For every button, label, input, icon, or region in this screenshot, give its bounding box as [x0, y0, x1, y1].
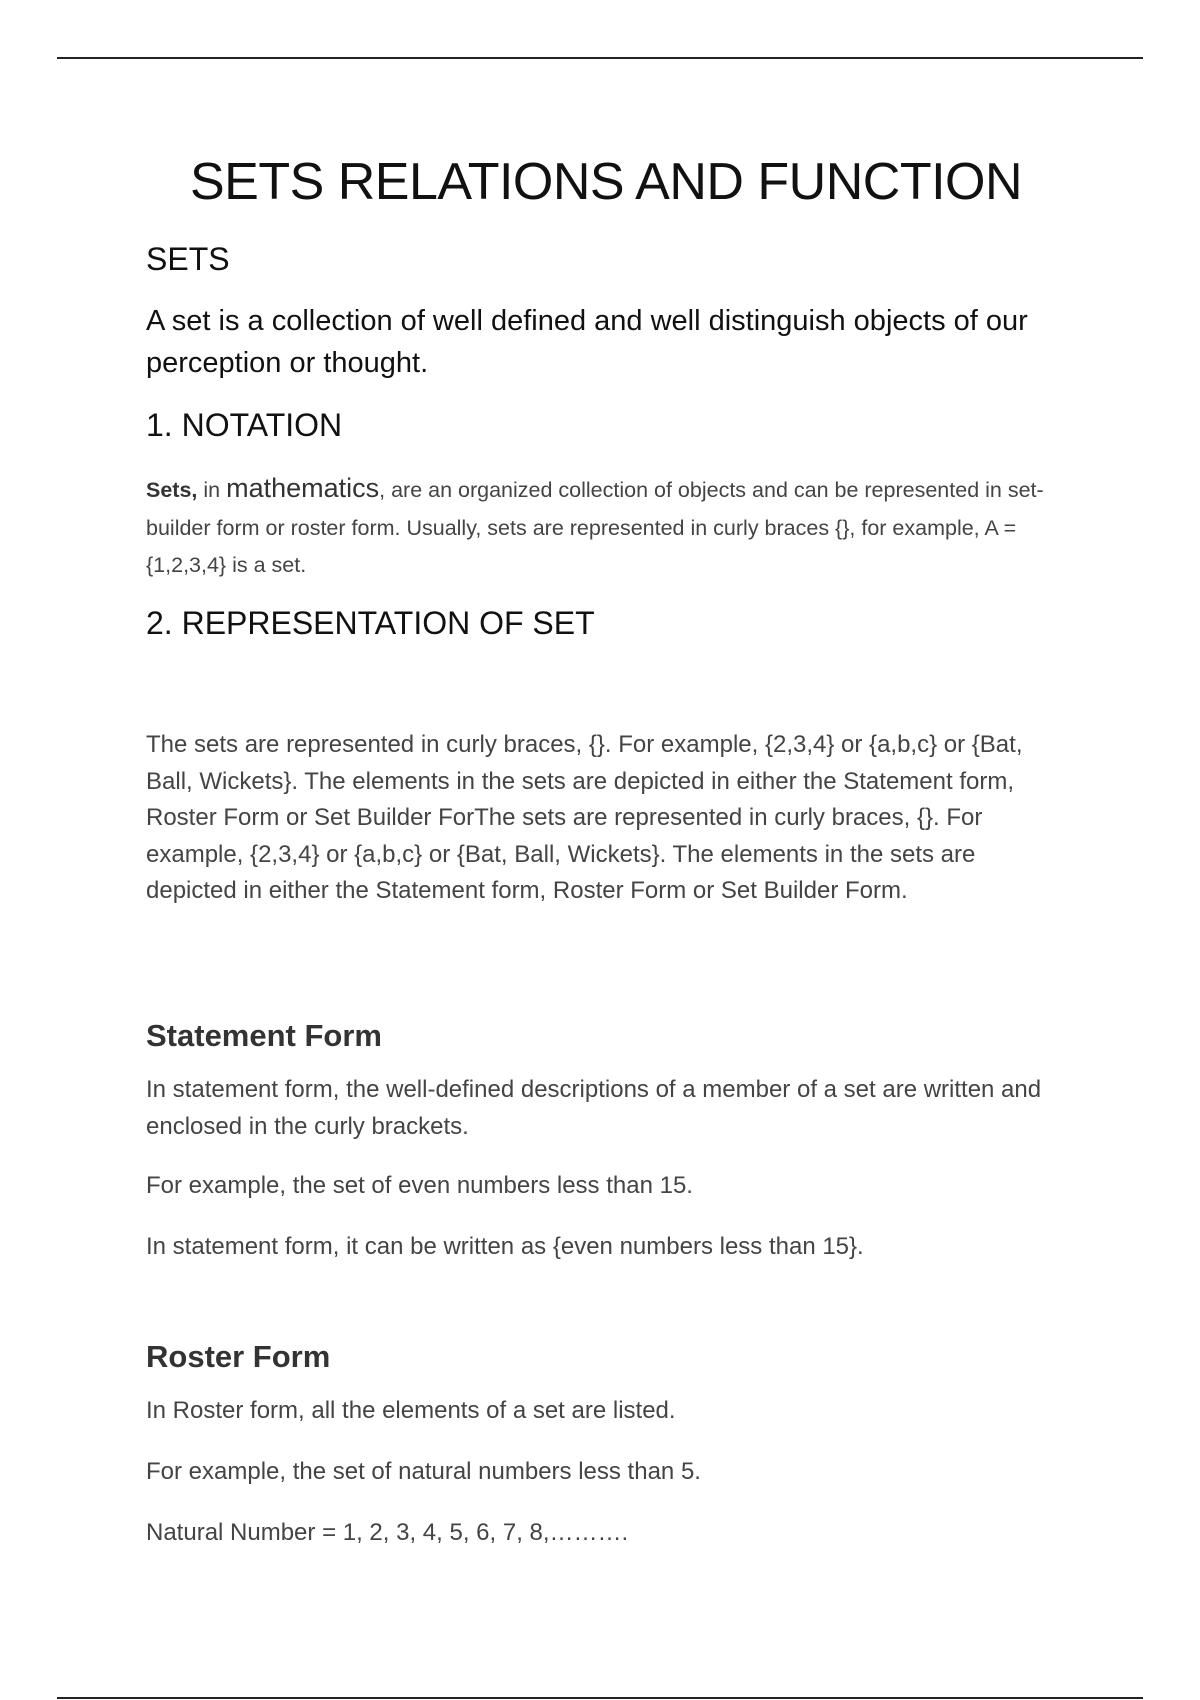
sets-definition: A set is a collection of well defined and well distinguish objects of our perception or thought. — [146, 305, 1028, 379]
statement-form-p2: For example, the set of even numbers less than 15. — [146, 1172, 693, 1199]
notation-in-word: in — [197, 478, 227, 502]
roster-form-p3: Natural Number = 1, 2, 3, 4, 5, 6, 7, 8,………. — [146, 1519, 629, 1546]
bottom-rule — [57, 1697, 1143, 1699]
top-rule — [57, 57, 1143, 59]
notation-paragraph — [146, 470, 1046, 585]
roster-form-heading: Roster Form — [146, 1339, 331, 1374]
statement-form-p3: In statement form, it can be written as {even numbers less than 15}. — [146, 1233, 864, 1260]
statement-form-p1: In statement form, the well-defined descriptions of a member of a set are written and enclosed in the curly brackets. — [146, 1076, 1042, 1140]
roster-form-p2: For example, the set of natural numbers less than 5. — [146, 1458, 701, 1485]
notation-emphasis-word: mathematics — [226, 473, 380, 503]
notation-heading: 1. NOTATION — [146, 407, 343, 443]
statement-form-heading: Statement Form — [146, 1018, 382, 1053]
sets-heading: SETS — [146, 241, 230, 277]
representation-paragraph: The sets are represented in curly braces, {}. For example, {2,3,4} or {a,b,c} or {Bat, Ball, Wickets}. The elements in the sets are depicted in either the Statement form, Roster Form or Set Builder ForThe sets are represented in curly braces, {}. For example, {2,3,4} or {a,b,c} or {Bat, Ball, Wickets}. The elements in the sets are depicted in either the Statement form, Roster Form or Set Builder Form. — [146, 731, 1023, 904]
document-title: SETS RELATIONS AND FUNCTION — [189, 153, 1023, 211]
notation-bold-lead: Sets, — [146, 478, 198, 502]
roster-form-p1: In Roster form, all the elements of a set are listed. — [146, 1397, 676, 1424]
representation-heading: 2. REPRESENTATION OF SET — [146, 605, 595, 641]
notation-rest: , are an organized collection of objects and can be represented in set-builder form or roster form. Usually, sets are represented in curly braces {}, for example, A = {1,2,3,4} is a set. — [146, 478, 1044, 577]
